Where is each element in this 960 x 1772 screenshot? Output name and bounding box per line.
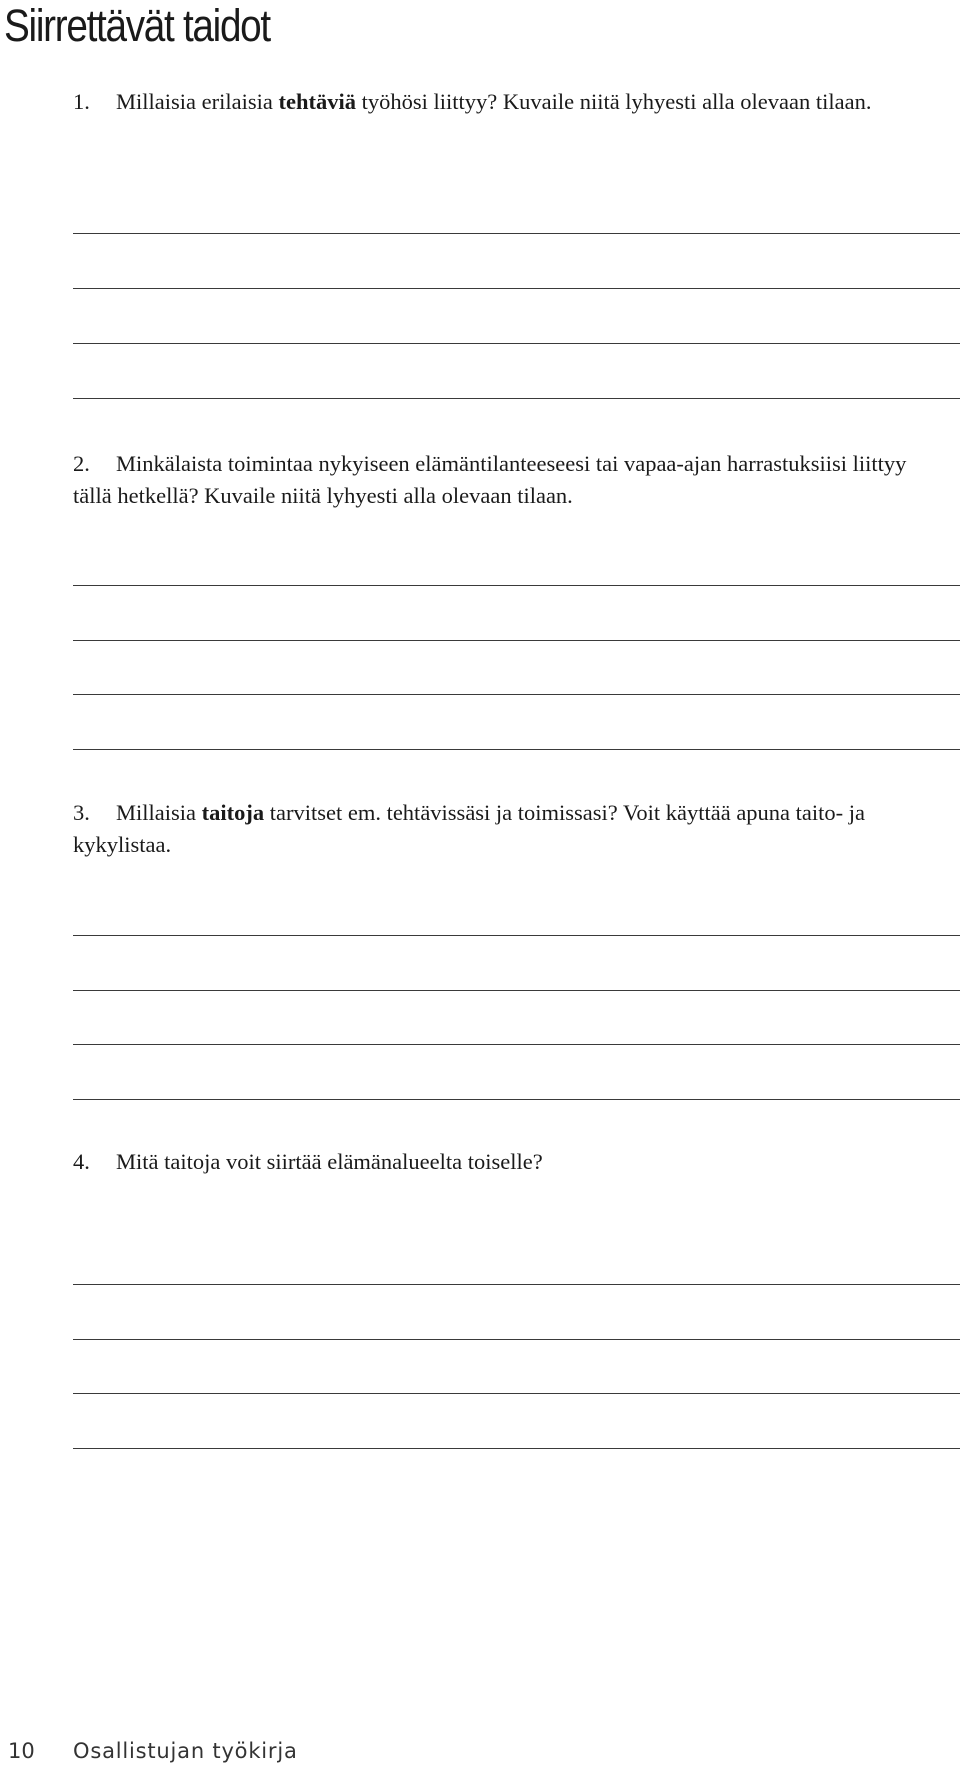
answer-line[interactable] bbox=[73, 288, 960, 289]
answer-line[interactable] bbox=[73, 1448, 960, 1449]
answer-line[interactable] bbox=[73, 1044, 960, 1045]
question-text-end: tarvitset em. tehtävissäsi ja toimissasi? Voit käyttää apuna taito- ja kykylistaa. bbox=[73, 800, 866, 857]
answer-line[interactable] bbox=[73, 990, 960, 991]
question-number: 1. bbox=[73, 89, 90, 114]
page-footer bbox=[8, 1736, 298, 1766]
answer-line[interactable] bbox=[73, 233, 960, 234]
question-number: 2. bbox=[73, 451, 90, 476]
question-number: 3. bbox=[73, 800, 90, 825]
question-emphasis: taitoja bbox=[201, 800, 265, 825]
answer-line[interactable] bbox=[73, 935, 960, 936]
question-1 bbox=[73, 86, 923, 118]
page-number: 10 bbox=[8, 1739, 35, 1763]
question-text-end: työhösi liittyy? Kuvaile niitä lyhyesti alla olevaan tilaan. bbox=[355, 89, 872, 114]
question-text: Minkälaista toimintaa nykyiseen elämäntilanteeseesi tai vapaa-ajan harrastuksiisi liittyy tällä hetkellä? Kuvaile niitä lyhyesti alla olevaan tilaan. bbox=[73, 451, 907, 508]
answer-line[interactable] bbox=[73, 1339, 960, 1340]
question-text: Millaisia erilaisia bbox=[116, 89, 279, 114]
question-emphasis: tehtäviä bbox=[278, 89, 356, 114]
answer-line[interactable] bbox=[73, 749, 960, 750]
page-title: Siirrettävät taidot bbox=[4, 0, 270, 51]
question-3 bbox=[73, 797, 923, 861]
answer-line[interactable] bbox=[73, 585, 960, 586]
question-number: 4. bbox=[73, 1149, 90, 1174]
answer-line[interactable] bbox=[73, 1284, 960, 1285]
question-2 bbox=[73, 448, 913, 512]
answer-line[interactable] bbox=[73, 640, 960, 641]
answer-line[interactable] bbox=[73, 1393, 960, 1394]
question-4 bbox=[73, 1146, 923, 1178]
question-text: Mitä taitoja voit siirtää elämänalueelta toiselle? bbox=[116, 1149, 543, 1174]
answer-line[interactable] bbox=[73, 343, 960, 344]
answer-line[interactable] bbox=[73, 398, 960, 399]
question-text: Millaisia bbox=[116, 800, 202, 825]
answer-line[interactable] bbox=[73, 694, 960, 695]
workbook-title: Osallistujan työkirja bbox=[73, 1739, 298, 1763]
answer-line[interactable] bbox=[73, 1099, 960, 1100]
